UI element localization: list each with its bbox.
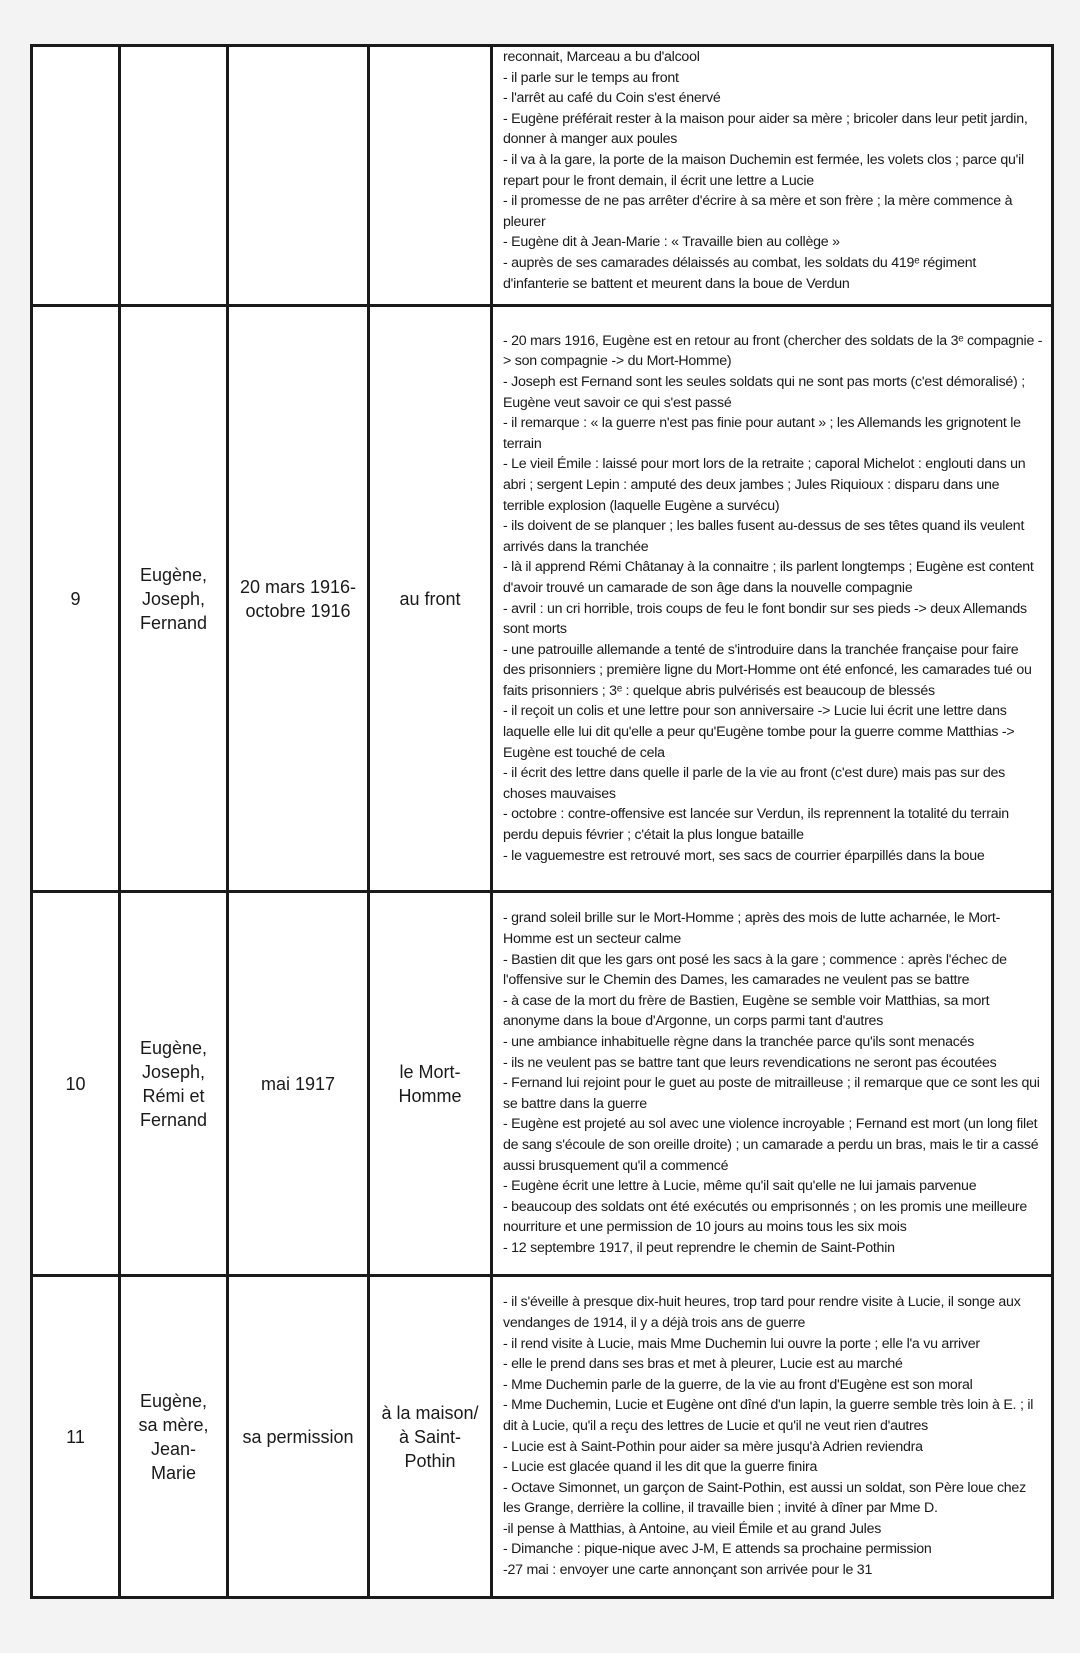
chapter-number-cell: 9	[32, 306, 120, 892]
table-row	[32, 892, 1053, 1276]
table-row	[32, 306, 1053, 892]
characters-cell	[120, 46, 228, 306]
note-line: - là il apprend Rémi Châtanay à la connaitre ; ils parlent longtemps ; Eugène est content d'avoir trouvé un camarade de son âge dans la nouvelle compagnie	[503, 559, 1034, 596]
date-cell: mai 1917	[228, 892, 369, 1276]
place-cell: au front	[369, 306, 492, 892]
note-line: - avril : un cri horrible, trois coups de feu le font bondir sur ses pieds -> deux Allemands sont morts	[503, 600, 1027, 638]
note-line: -il pense à Matthias, à Antoine, au vieil Émile et au grand Jules	[503, 1520, 882, 1537]
note-line: - le vaguemestre est retrouvé mort, ses sacs de courrier éparpillés dans la boue	[503, 847, 985, 864]
note-line: - grand soleil brille sur le Mort-Homme ; après des mois de lutte acharnée, le Mort-Homme est un secteur calme	[503, 910, 1001, 948]
note-line: - il parle sur le temps au front	[503, 69, 679, 86]
summary-table	[30, 44, 1054, 1599]
note-line: - il va à la gare, la porte de la maison Duchemin est fermée, les volets clos ; parce qu'il repart pour le front demain, il écrit une lettre a Lucie	[503, 151, 1024, 189]
table-row	[32, 46, 1053, 306]
note-line: - Bastien dit que les gars ont posé les sacs à la gare ; commence : après l'échec de l'offensive sur le Chemin des Dames, les camarades ne veulent pas se battre	[503, 951, 1007, 989]
note-line: - il écrit des lettre dans quelle il parle de la vie au front (c'est dure) mais pas sur des choses mauvaises	[503, 765, 1005, 802]
place-cell: le Mort-Homme	[369, 892, 492, 1276]
note-line: - 20 mars 1916, Eugène est en retour au front (chercher des soldats de la 3ᵉ compagnie -> son compagnie -> du Mort-Homme)	[503, 332, 1043, 370]
note-line: - elle le prend dans ses bras et met à pleurer, Lucie est au marché	[503, 1356, 903, 1373]
note-line: - ils ne veulent pas se battre tant que leurs revendications ne seront pas écoutées	[503, 1054, 997, 1071]
date-cell	[228, 46, 369, 306]
chapter-number-cell: 10	[32, 892, 120, 1276]
note-line: - Mme Duchemin, Lucie et Eugène ont dîné d'un lapin, la guerre semble très loin à E. ; il dit à Lucie, qu'il a reçu des lettres de Lucie et qu'il ne veut rien d'autres	[503, 1397, 1034, 1434]
note-line: - il remarque : « la guerre n'est pas finie pour autant » ; les Allemands les grignotent le terrain	[503, 415, 1021, 452]
note-line: - Fernand lui rejoint pour le guet au poste de mitrailleuse ; il remarque que ce sont les qui se battre dans la guerre	[503, 1075, 1040, 1112]
note-line: - Lucie est glacée quand il les dit que la guerre finira	[503, 1459, 818, 1476]
notes-cell	[492, 892, 1053, 1276]
characters-cell: Eugène, sa mère, Jean-Marie	[120, 1276, 228, 1598]
note-line: - Mme Duchemin parle de la guerre, de la vie au front d'Eugène est son moral	[503, 1376, 973, 1393]
note-line: - Eugène préférait rester à la maison pour aider sa mère ; bricoler dans leur petit jardin, donner à manger aux poules	[503, 110, 1028, 148]
characters-cell: Eugène, Joseph, Fernand	[120, 306, 228, 892]
note-line: - Dimanche : pique-nique avec J-M, E attends sa prochaine permission	[503, 1541, 932, 1558]
note-line: - une ambiance inhabituelle règne dans la tranchée parce qu'ils sont menacés	[503, 1034, 975, 1051]
notes-cell	[492, 1276, 1053, 1598]
note-line: reconnait, Marceau a bu d'alcool	[503, 49, 700, 65]
date-cell: 20 mars 1916-octobre 1916	[228, 306, 369, 892]
note-line: - Eugène écrit une lettre à Lucie, même qu'il sait qu'elle ne lui jamais parvenue	[503, 1178, 977, 1195]
place-cell	[369, 46, 492, 306]
note-line: - Octave Simonnet, un garçon de Saint-Pothin, est aussi un soldat, son Père loue chez les Grange, derrière la colline, il travaille bien ; invité à dîner par Mme D.	[503, 1479, 1026, 1517]
note-line: - Eugène est projeté au sol avec une violence incroyable ; Fernand est mort (un long filet de sang s'écoule de son oreille droite) ; un camarade a perdu un bras, mais le tir a cassé aussi brusquement qu'il a commencé	[503, 1116, 1039, 1174]
note-line: - l'arrêt au café du Coin s'est énervé	[503, 90, 721, 107]
note-line: - il rend visite à Lucie, mais Mme Duchemin lui ouvre la porte ; elle l'a vu arriver	[503, 1335, 980, 1352]
note-line: - auprès de ses camarades délaissés au combat, les soldats du 419ᵉ régiment d'infanterie se battent et meurent dans la boue de Verdun	[503, 254, 977, 292]
note-line: - ils doivent de se planquer ; les balles fusent au-dessus de ses têtes quand ils veulent arrivés dans la tranchée	[503, 518, 1025, 555]
notes-cell	[492, 306, 1053, 892]
date-cell: sa permission	[228, 1276, 369, 1598]
chapter-number-cell	[32, 46, 120, 306]
note-line: - 12 septembre 1917, il peut reprendre le chemin de Saint-Pothin	[503, 1239, 895, 1256]
notes-cell	[492, 46, 1053, 306]
table-row	[32, 1276, 1053, 1598]
note-line: - il s'éveille à presque dix-huit heures, trop tard pour rendre visite à Lucie, il songe aux vendanges de 1914, il y a déjà trois ans de guerre	[503, 1294, 1021, 1331]
note-line: - il promesse de ne pas arrêter d'écrire à sa mère et son frère ; la mère commence à pleurer	[503, 193, 1013, 230]
note-line: - beaucoup des soldats ont été exécutés ou emprisonnés ; on les promis une meilleure nourriture et une permission de 10 jours au moins tous les six mois	[503, 1198, 1027, 1236]
note-line: - il reçoit un colis et une lettre pour son anniversaire -> Lucie lui écrit une lettre dans laquelle elle lui dit qu'elle a peur qu'Eugène tombe pour la guerre comme Matthias -> Eugène est touché de cela	[503, 703, 1015, 761]
place-cell: à la maison/ à Saint-Pothin	[369, 1276, 492, 1598]
chapter-number-cell: 11	[32, 1276, 120, 1598]
note-line: - Lucie est à Saint-Pothin pour aider sa mère jusqu'à Adrien reviendra	[503, 1438, 923, 1455]
note-line: - à case de la mort du frère de Bastien, Eugène se semble voir Matthias, sa mort anonyme dans la boue d'Argonne, un corps parmi tant d'autres	[503, 992, 990, 1030]
note-line: - une patrouille allemande a tenté de s'introduire dans la tranchée française pour faire des prisonniers ; première ligne du Mort-Homme ont été enfoncé, les camarades tué ou faits prisonniers ; 3ᵉ : quelque abris pulvérisés est beaucoup de blessés	[503, 641, 1032, 699]
note-line: - Eugène dit à Jean-Marie : « Travaille bien au collège »	[503, 234, 840, 251]
note-line: - Le vieil Émile : laissé pour mort lors de la retraite ; caporal Michelot : englouti dans un abri ; sergent Lepin : amputé des deux jambes ; Jules Riquioux : disparu dans une terrible explosion (laquelle Eugène a survécu)	[503, 456, 1026, 514]
note-line: - octobre : contre-offensive est lancée sur Verdun, ils reprennent la totalité du terrain perdu depuis février ; c'était la plus longue bataille	[503, 806, 1009, 844]
characters-cell: Eugène, Joseph, Rémi et Fernand	[120, 892, 228, 1276]
note-line: - Joseph est Fernand sont les seules soldats qui ne sont pas morts (c'est démoralisé) ; Eugène veut savoir ce qui s'est passé	[503, 373, 1025, 411]
note-line: -27 mai : envoyer une carte annonçant son arrivée pour le 31	[503, 1562, 873, 1579]
